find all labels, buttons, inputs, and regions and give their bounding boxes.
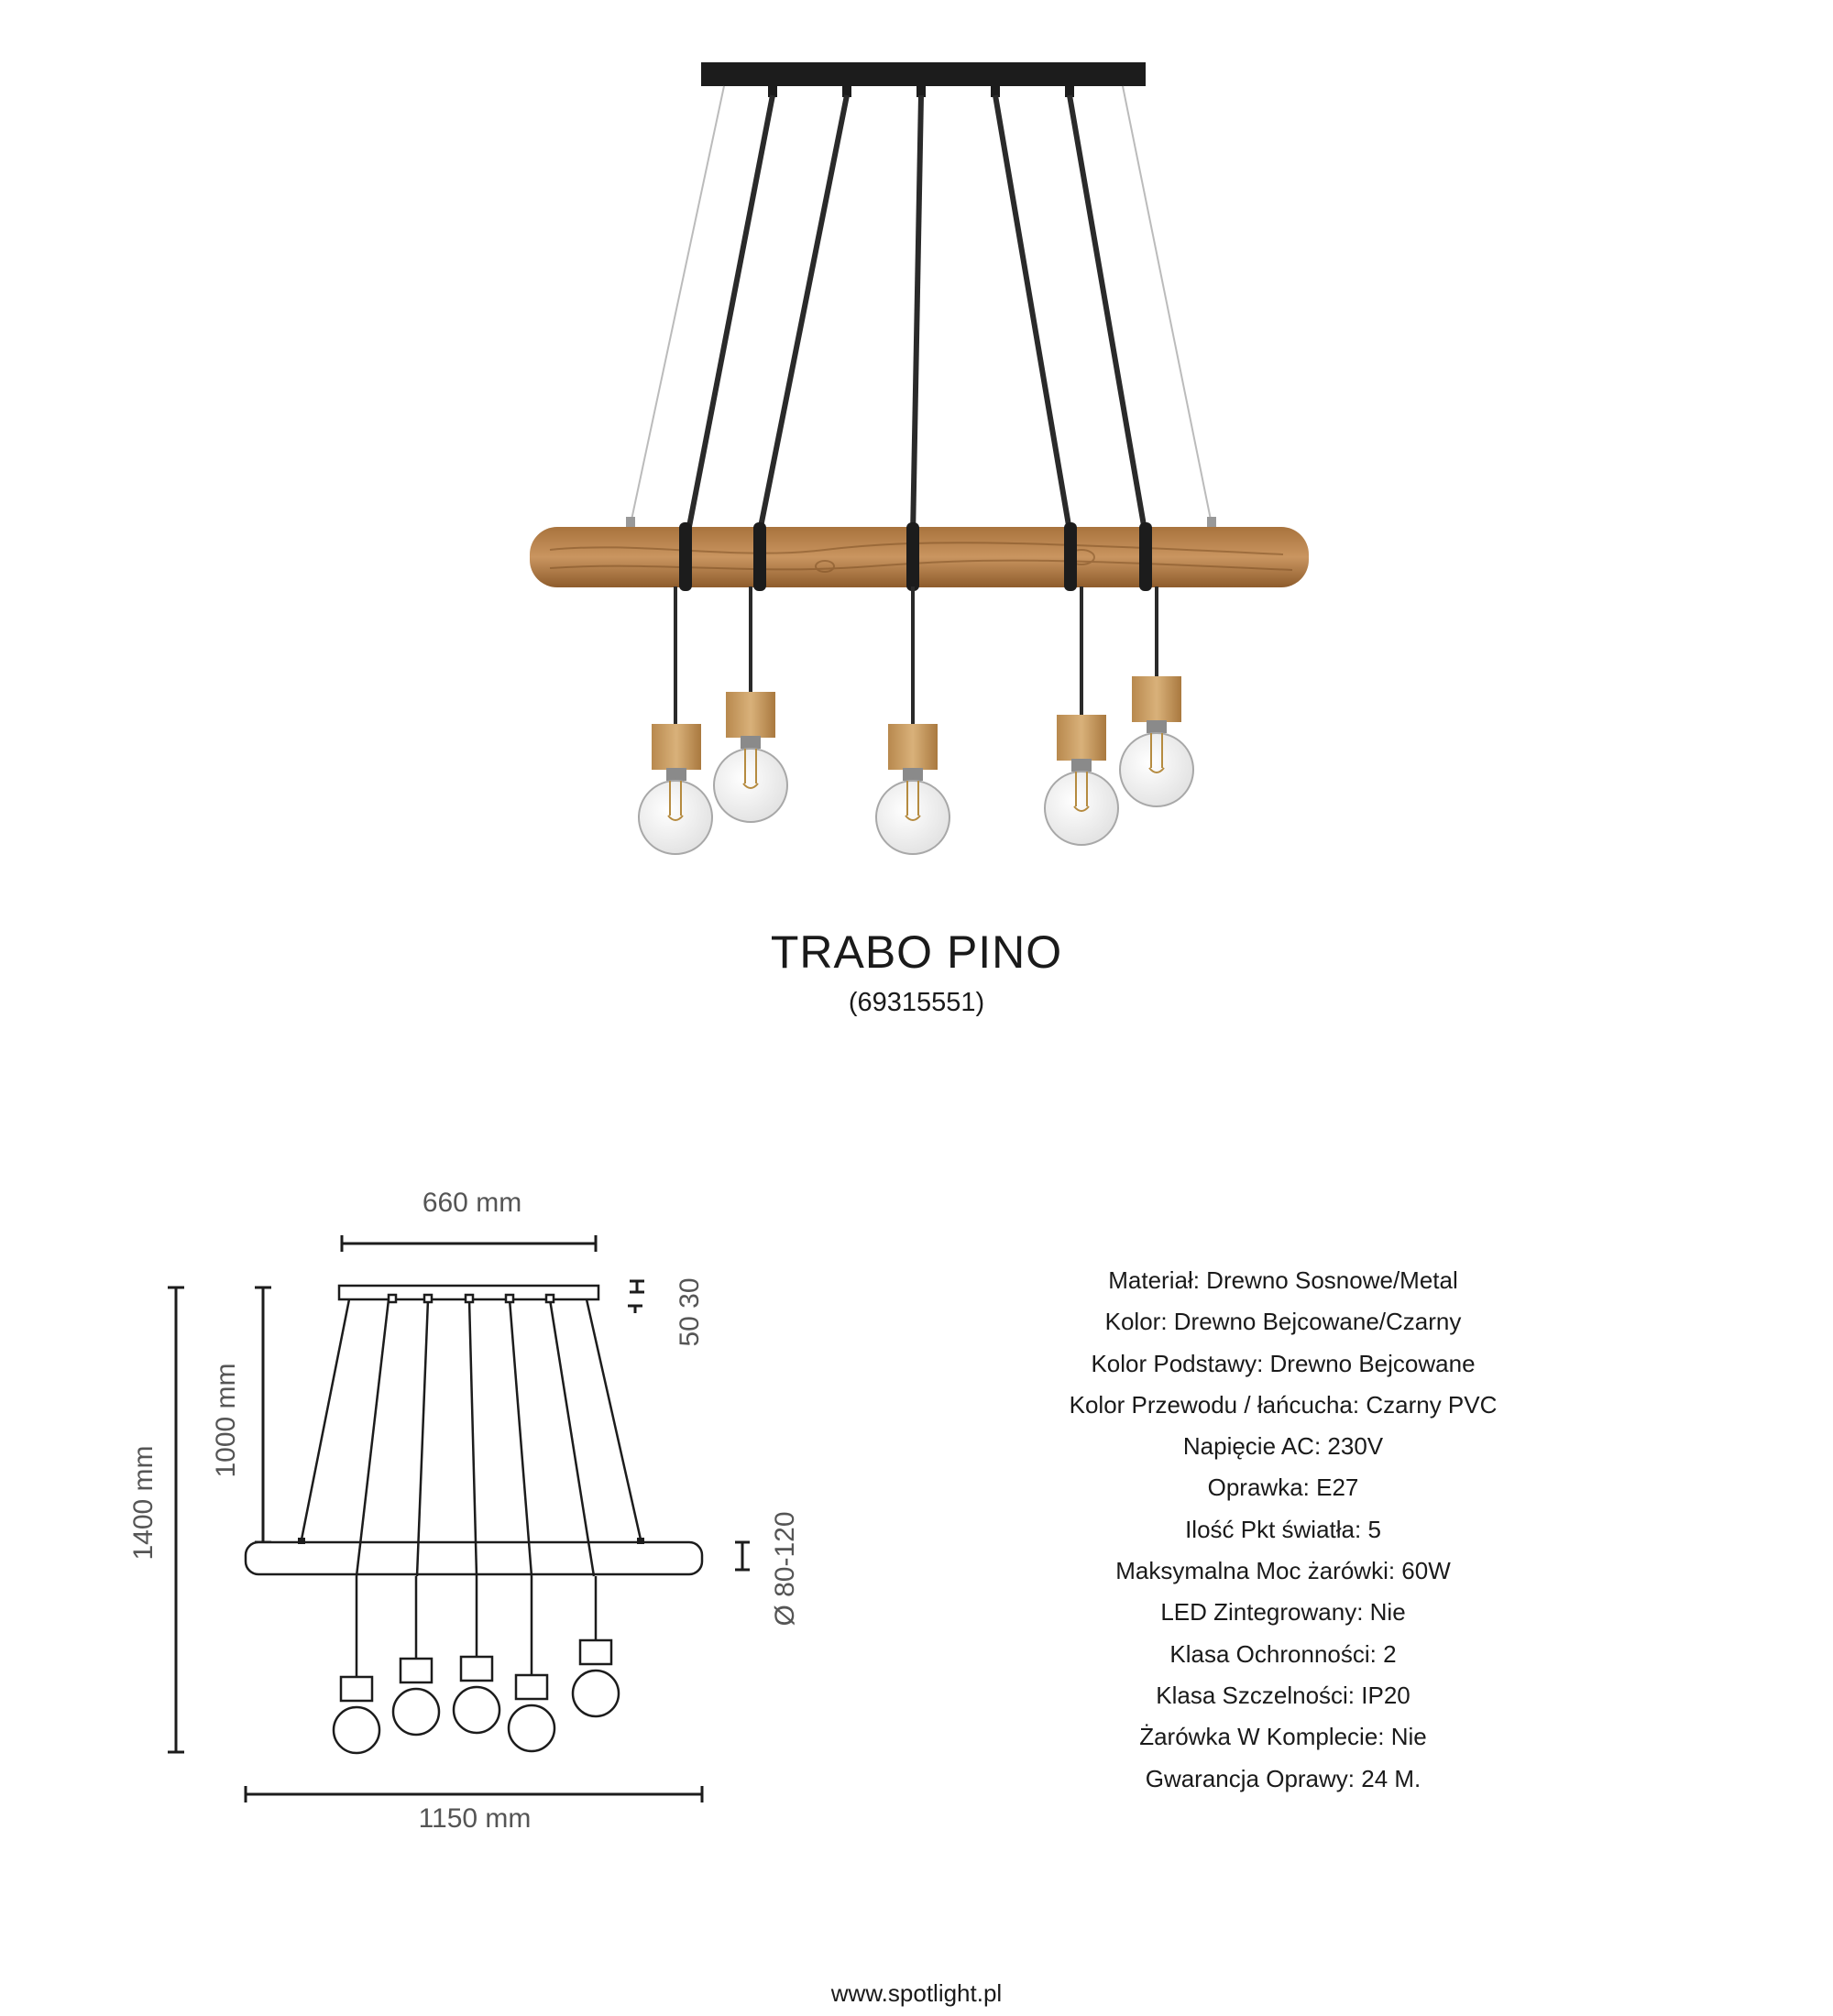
dimension-width-bottom: 1150 mm	[418, 1803, 532, 1834]
product-code: (69315551)	[848, 988, 985, 1017]
spec-item: Kolor: Drewno Bejcowane/Czarny	[1104, 1308, 1462, 1336]
dimension-beam-diameter: Ø 80-120	[770, 1511, 800, 1627]
footer-url[interactable]: www.spotlight.pl	[830, 1979, 1003, 2007]
spec-list	[1008, 1260, 1558, 1800]
spec-item: Napięcie AC: 230V	[1182, 1432, 1384, 1461]
dimension-width-top: 660 mm	[422, 1188, 522, 1218]
spec-item: Oprawka: E27	[1207, 1474, 1359, 1502]
spec-item: Klasa Ochronności: 2	[1169, 1639, 1397, 1668]
product-name: TRABO PINO	[770, 926, 1063, 978]
spec-item: Materiał: Drewno Sosnowe/Metal	[1108, 1266, 1458, 1294]
dimension-height-cable: 1000 mm	[211, 1363, 241, 1478]
spec-item: LED Zintegrowany: Nie	[1160, 1598, 1406, 1627]
spec-item: Maksymalna Moc żarówki: 60W	[1115, 1557, 1451, 1585]
spec-item: Klasa Szczelności: IP20	[1156, 1681, 1410, 1709]
dimension-base-height: 50 30	[675, 1277, 705, 1347]
spec-item: Kolor Podstawy: Drewno Bejcowane	[1091, 1349, 1476, 1377]
dimension-height-total: 1400 mm	[128, 1445, 159, 1561]
spec-item: Gwarancja Oprawy: 24 M.	[1145, 1764, 1421, 1792]
spec-item: Żarówka W Komplecie: Nie	[1139, 1723, 1427, 1751]
spec-item: Ilość Pkt światła: 5	[1185, 1515, 1381, 1543]
spec-item: Kolor Przewodu / łańcucha: Czarny PVC	[1069, 1390, 1498, 1419]
